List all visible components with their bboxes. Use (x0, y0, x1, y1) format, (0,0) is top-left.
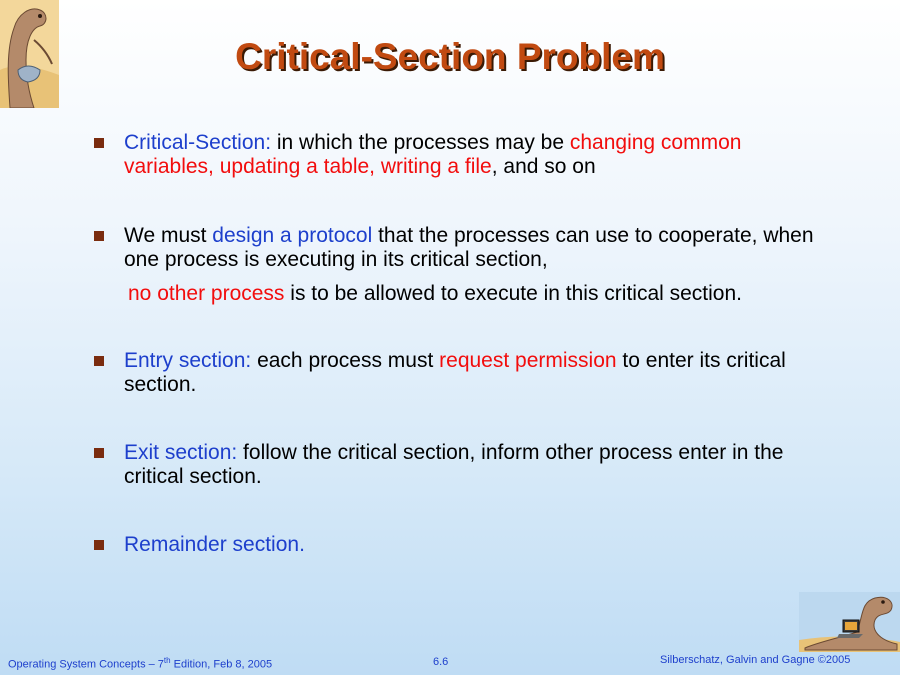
square-bullet-icon (94, 231, 104, 241)
highlight-text: no other process (128, 282, 285, 305)
bullet-text-part: each process must (251, 349, 440, 372)
highlight-text: design a protocol (212, 224, 373, 247)
bullet-text (124, 441, 824, 489)
footer-page-number: 6.6 (433, 656, 449, 668)
sub-paragraph (128, 282, 828, 306)
square-bullet-icon (94, 448, 104, 458)
bullet-text-part: We must (124, 224, 213, 247)
footer-text-part: Operating System Concepts – 7 (8, 658, 164, 671)
bullet-text-part: in which the processes may be (271, 131, 570, 154)
footer-text-part: Edition, Feb 8, 2005 (170, 658, 273, 671)
term-critical-section: Critical-Section: (124, 131, 272, 154)
highlight-text: changing common variables, updating a table, writing a file (124, 131, 742, 178)
bullet-text (124, 224, 824, 272)
bullet-text (124, 533, 824, 557)
square-bullet-icon (94, 138, 104, 148)
bullet-text-part: that the processes can use to cooperate, when one process is executing in its critical section, (124, 224, 814, 271)
term-remainder-section: Remainder section. (124, 533, 305, 556)
highlight-text: request permission (439, 349, 617, 372)
bullet-text (124, 131, 824, 179)
footer-book-title (8, 656, 272, 671)
footer-superscript: th (163, 656, 171, 665)
page-title: Critical-Section Problem (235, 36, 665, 77)
bullet-text-part: , and so on (491, 155, 596, 178)
bullet-text-part: follow the critical section, inform other process enter in the critical section. (124, 441, 784, 488)
term-entry-section: Entry section: (124, 349, 252, 372)
footer-authors: Silberschatz, Galvin and Gagne ©2005 (660, 654, 851, 666)
square-bullet-icon (94, 356, 104, 366)
bullet-text-part: is to be allowed to execute in this critical section. (284, 282, 742, 305)
square-bullet-icon (94, 540, 104, 550)
dinosaur-laptop-logo-icon (799, 592, 900, 652)
bullet-text-part: to enter its critical section. (124, 349, 786, 396)
bullet-text (124, 349, 824, 397)
term-exit-section: Exit section: (124, 441, 238, 464)
